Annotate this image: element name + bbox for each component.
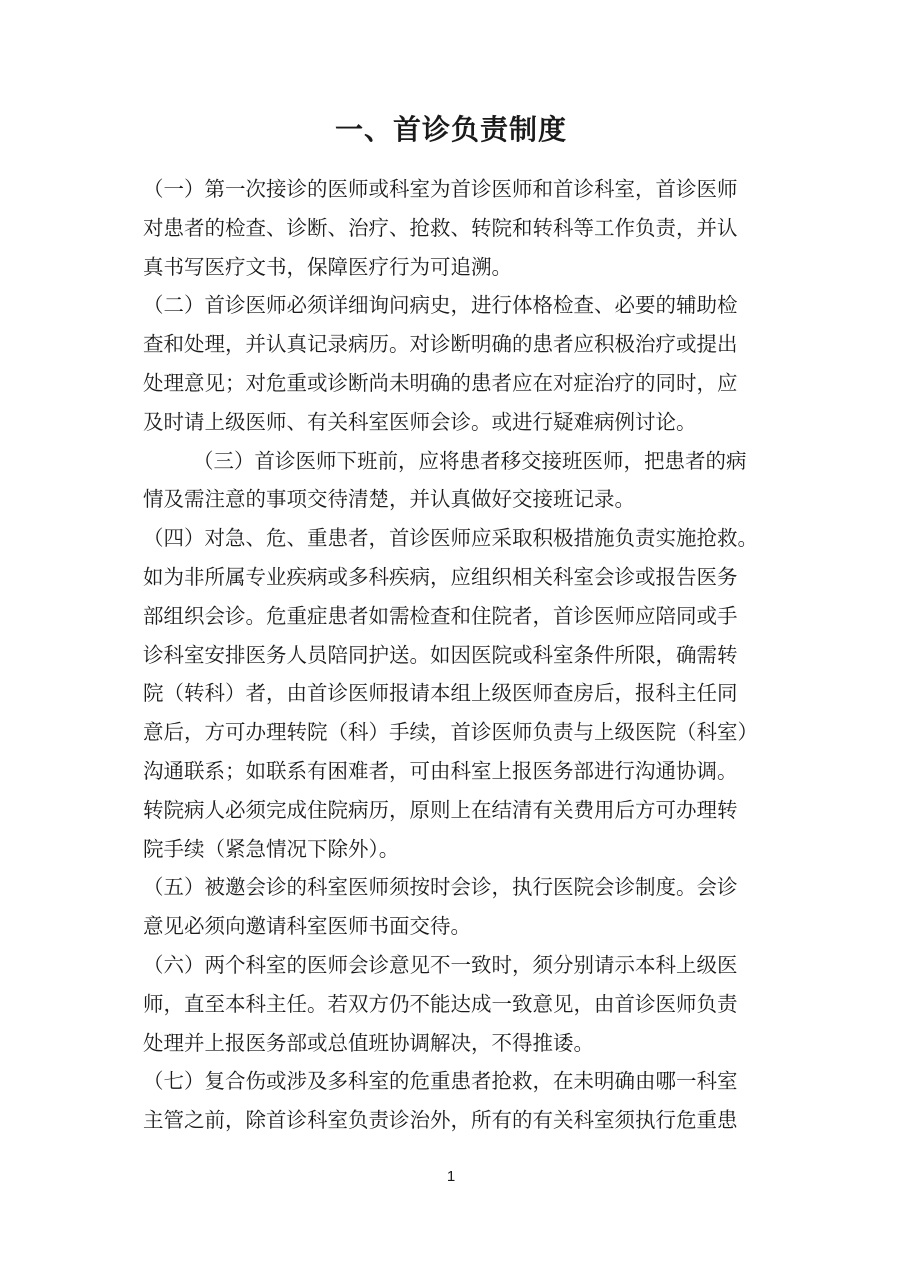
text-line: 主管之前，除首诊科室负责诊治外，所有的有关科室须执行危重患 — [143, 1108, 738, 1133]
text-line: （三）首诊医师下班前，应将患者移交接班医师，把患者的病 — [193, 448, 747, 473]
text-line: （一）第一次接诊的医师或科室为首诊医师和首诊科室，首诊医师 — [143, 177, 738, 201]
text-line: 真书写医疗文书，保障医疗行为可追溯。 — [143, 254, 512, 279]
text-line: 院手续（紧急情况下除外）。 — [143, 836, 400, 861]
text-line: （六）两个科室的医师会诊意见不一致时，须分别请示本科上级医 — [143, 952, 738, 977]
text-line: 如为非所属专业疾病或多科疾病，应组织相关科室会诊或报告医务 — [143, 564, 738, 589]
text-line: （五）被邀会诊的科室医师须按时会诊，执行医院会诊制度。会诊 — [143, 875, 738, 900]
text-line: 处理意见；对危重或诊断尚未明确的患者应在对症治疗的同时，应 — [143, 370, 738, 395]
page-number: 1 — [446, 1168, 456, 1185]
text-line: 意见必须向邀请科室医师书面交待。 — [143, 914, 471, 939]
text-line: 意后，方可办理转院（科）手续，首诊医师负责与上级医院（科室） — [143, 720, 758, 745]
text-line: （二）首诊医师必须详细询问病史，进行体格检查、必要的辅助检 — [143, 293, 738, 318]
document-body — [143, 170, 809, 1140]
text-line: 处理并上报医务部或总值班协调解决，不得推诿。 — [143, 1030, 594, 1055]
text-line: 院（转科）者，由首诊医师报请本组上级医师查房后，报科主任同 — [143, 681, 738, 706]
text-line: （七）复合伤或涉及多科室的危重患者抢救，在未明确由哪一科室 — [143, 1069, 738, 1094]
text-line: 部组织会诊。危重症患者如需检查和住院者，首诊医师应陪同或手 — [143, 603, 738, 628]
text-line: 查和处理，并认真记录病历。对诊断明确的患者应积极治疗或提出 — [143, 332, 738, 357]
text-line: 师，直至本科主任。若双方仍不能达成一致意见，由首诊医师负责 — [143, 991, 738, 1016]
text-line: 情及需注意的事项交待清楚，并认真做好交接班记录。 — [143, 487, 635, 512]
text-line: 诊科室安排医务人员陪同护送。如因医院或科室条件所限，确需转 — [143, 642, 738, 667]
text-line: 沟通联系；如联系有困难者，可由科室上报医务部进行沟通协调。 — [143, 758, 738, 783]
text-line: 对患者的检查、诊断、治疗、抢救、转院和转科等工作负责，并认 — [143, 215, 738, 240]
text-line: （四）对急、危、重患者，首诊医师应采取积极措施负责实施抢救。 — [143, 526, 758, 551]
document-title: 一、首诊负责制度 — [334, 113, 567, 146]
text-line: 转院病人必须完成住院病历，原则上在结清有关费用后方可办理转 — [143, 797, 738, 822]
text-line: 及时请上级医师、有关科室医师会诊。或进行疑难病例讨论。 — [143, 409, 697, 434]
